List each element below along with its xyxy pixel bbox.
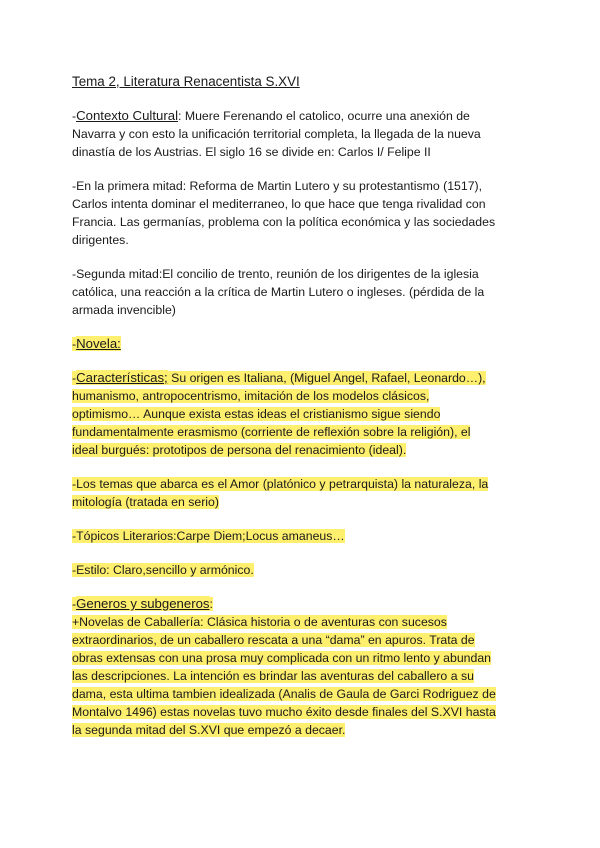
contexto-line-2: Navarra y con esto la unificación territorial completa, la llegada de la nueva xyxy=(72,127,481,141)
temas-line-1: -Los temas que abarca es el Amor (platónico y petrarquista) la naturaleza, la xyxy=(72,477,489,491)
segunda-line-3: armada invencible) xyxy=(72,303,176,317)
generos-heading: Generos y subgeneros xyxy=(76,596,210,611)
generos-line-5: dama, esta ultima tambien idealizada (Analis de Gaula de Garci Rodriguez de xyxy=(72,687,496,701)
caracteristicas-line-4: fundamentalmente erasmismo (corriente de reflexión sobre la religión), el xyxy=(72,425,471,439)
caracteristicas-heading: Características; xyxy=(76,370,168,385)
novela-prefix: - xyxy=(72,337,77,351)
generos-line-1: +Novelas de Caballería: Clásica historia o de aventuras con sucesos xyxy=(72,615,447,629)
segunda-line-1: -Segunda mitad:El concilio de trento, reunión de los dirigentes de la iglesia xyxy=(72,267,479,281)
paragraph-caracteristicas xyxy=(72,369,530,459)
primera-line-1: -En la primera mitad: Reforma de Martin Lutero y su protestantismo (1517), xyxy=(72,179,483,193)
caracteristicas-line-2: humanismo, antropocentrismo, imitación de los modelos clásicos, xyxy=(72,389,430,403)
paragraph-novela-heading xyxy=(72,335,530,353)
generos-line-7: la segunda mitad del S.XVI que empezó a decaer. xyxy=(72,723,346,737)
novela-heading: Novela: xyxy=(76,336,121,351)
paragraph-contexto-cultural xyxy=(72,107,530,161)
topicos-text: -Tópicos Literarios:Carpe Diem;Locus amaneus… xyxy=(72,529,345,543)
contexto-prefix: - xyxy=(72,109,77,123)
document-title: Tema 2, Literatura Renacentista S.XVI xyxy=(72,74,300,89)
primera-line-4: dirigentes. xyxy=(72,233,129,247)
paragraph-topicos xyxy=(72,527,530,545)
primera-line-3: Francia. Las germanías, problema con la política económica y las sociedades xyxy=(72,215,496,229)
generos-prefix: - xyxy=(72,597,77,611)
contexto-line-3: dinastía de los Austrias. El siglo 16 se divide en: Carlos I/ Felipe II xyxy=(72,145,431,159)
estilo-text: -Estilo: Claro,sencillo y armónico. xyxy=(72,563,254,577)
primera-line-2: Carlos intenta dominar el mediterraneo, lo que hace que tenga rivalidad con xyxy=(72,197,486,211)
caracteristicas-line-1: Su origen es Italiana, (Miguel Angel, Rafael, Leonardo…), xyxy=(167,371,486,385)
generos-suffix: : xyxy=(209,597,213,611)
generos-line-3: obras extensas con una prosa muy complicada con un ritmo lento y abundan xyxy=(72,651,492,665)
caracteristicas-line-3: optimismo… Aunque exista estas ideas el cristianismo sigue siendo xyxy=(72,407,441,421)
contexto-line-1: : Muere Ferenando el catolico, ocurre una anexión de xyxy=(178,109,470,123)
paragraph-primera-mitad xyxy=(72,177,530,249)
contexto-heading: Contexto Cultural xyxy=(76,108,178,123)
temas-line-2: mitología (tratada en serio) xyxy=(72,495,219,509)
segunda-line-2: católica, una reacción a la crítica de Martin Lutero o ingleses. (pérdida de la xyxy=(72,285,485,299)
contexto-first-line xyxy=(72,107,530,125)
caracteristicas-prefix: - xyxy=(72,371,77,385)
paragraph-temas xyxy=(72,475,530,511)
generos-line-6: Montalvo 1496) estas novelas tuvo mucho éxito desde finales del S.XVI hasta xyxy=(72,705,496,719)
paragraph-generos xyxy=(72,595,530,739)
paragraph-segunda-mitad xyxy=(72,265,530,319)
generos-line-2: extraordinarios, de un caballero rescata a una “dama” en apuros. Trata de xyxy=(72,633,475,647)
generos-line-4: las descripciones. La intención es brindar las aventuras del caballero a su xyxy=(72,669,474,683)
caracteristicas-line-5: ideal burgués: prototipos de persona del renacimiento (ideal). xyxy=(72,443,407,457)
paragraph-estilo xyxy=(72,561,530,579)
